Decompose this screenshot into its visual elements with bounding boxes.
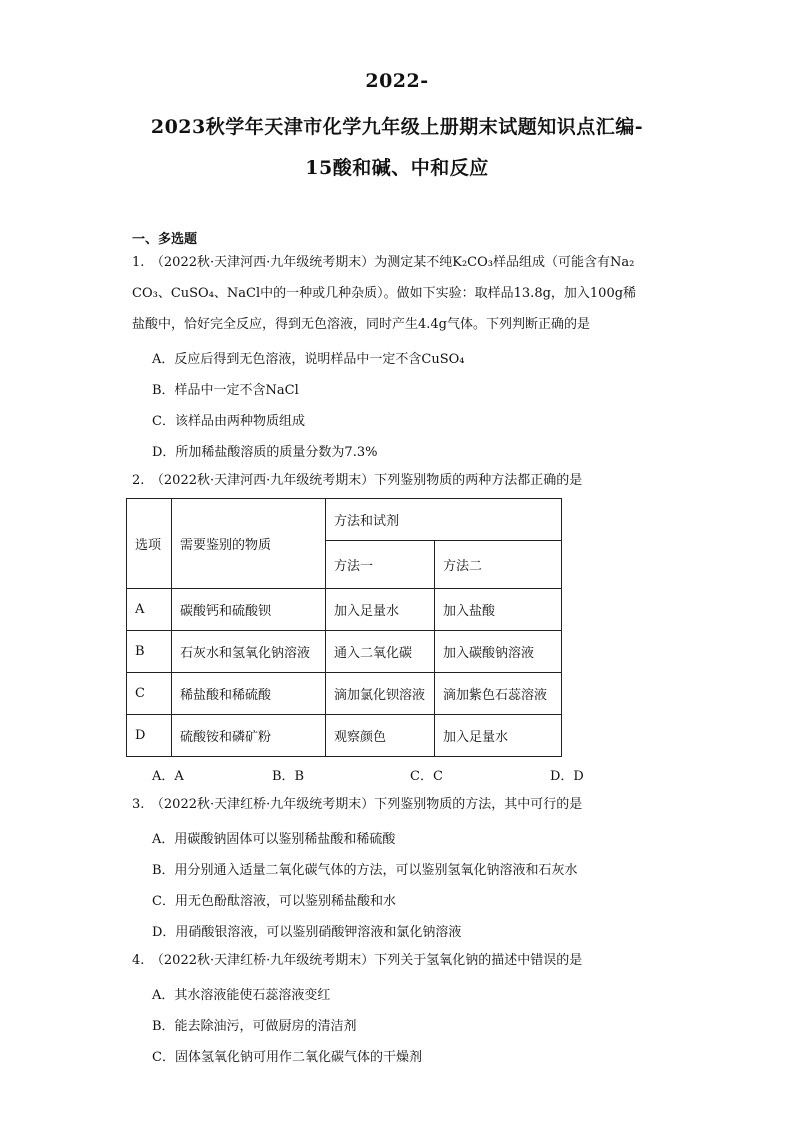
q4-option-b: B．能去除油污，可做厨房的清洁剂 xyxy=(152,1019,357,1034)
table-cell: 加入足量水 xyxy=(435,715,562,757)
q1-option-b: B．样品中一定不含NaCl xyxy=(152,383,299,398)
q1-option-c: C．该样品由两种物质组成 xyxy=(152,414,305,429)
table-header-method-2: 方法二 xyxy=(435,541,562,589)
q4-stem: 4. （2022秋·天津红桥·九年级统考期末）下列关于氢氧化钠的描述中错误的是 xyxy=(132,953,583,968)
q4-option-a: A．其水溶液能使石蕊溶液变红 xyxy=(152,988,331,1003)
q1-stem-line-1: 1. （2022秋·天津河西·九年级统考期末）为测定某不纯K₂CO₃样品组成（可能含有Na₂ xyxy=(132,255,635,270)
table-cell: 观察颜色 xyxy=(326,715,435,757)
table-cell: 碳酸钙和硫酸钡 xyxy=(172,589,326,631)
q2-comparison-table xyxy=(126,498,562,757)
q2-answer-a: A．A xyxy=(152,769,184,784)
table-cell: B xyxy=(127,631,172,673)
q2-stem: 2. （2022秋·天津河西·九年级统考期末）下列鉴别物质的两种方法都正确的是 xyxy=(132,473,583,488)
section-heading: 一、多选题 xyxy=(132,232,198,247)
table-cell: 通入二氧化碳 xyxy=(326,631,435,673)
table-cell: 加入碳酸钠溶液 xyxy=(435,631,562,673)
table-cell: 滴加紫色石蕊溶液 xyxy=(435,673,562,715)
q1-option-a: A．反应后得到无色溶液，说明样品中一定不含CuSO₄ xyxy=(152,352,465,367)
table-header-option: 选项 xyxy=(127,499,172,589)
table-header-method: 方法和试剂 xyxy=(326,499,562,541)
table-cell: 加入足量水 xyxy=(326,589,435,631)
table-cell: 硫酸铵和磷矿粉 xyxy=(172,715,326,757)
q2-answer-c: C．C xyxy=(410,769,443,784)
q2-answer-b: B．B xyxy=(272,769,305,784)
table-row xyxy=(127,673,562,715)
q3-option-d: D．用硝酸银溶液，可以鉴别硝酸钾溶液和氯化钠溶液 xyxy=(152,925,462,940)
table-cell: 稀盐酸和稀硫酸 xyxy=(172,673,326,715)
q4-option-c: C．固体氢氧化钠可用作二氧化碳气体的干燥剂 xyxy=(152,1050,422,1065)
table-cell: 石灰水和氢氧化钠溶液 xyxy=(172,631,326,673)
q1-stem-line-2: CO₃、CuSO₄、NaCl中的一种或几种杂质）。做如下实验：取样品13.8g，加入100g稀 xyxy=(132,286,637,301)
q3-option-b: B．用分别通入适量二氧化碳气体的方法，可以鉴别氢氧化钠溶液和石灰水 xyxy=(152,863,578,878)
table-cell: A xyxy=(127,589,172,631)
q1-option-d: D．所加稀盐酸溶质的质量分数为7.3% xyxy=(152,445,378,460)
table-header-substance: 需要鉴别的物质 xyxy=(172,499,326,589)
table-cell: C xyxy=(127,673,172,715)
title-line-2: 2023秋学年天津市化学九年级上册期末试题知识点汇编- xyxy=(150,116,644,138)
title-line-3: 15酸和碱、中和反应 xyxy=(305,157,489,179)
table-cell: 滴加氯化钡溶液 xyxy=(326,673,435,715)
table-header-method-1: 方法一 xyxy=(326,541,435,589)
q2-answer-d: D．D xyxy=(550,769,584,784)
title-line-1: 2022- xyxy=(365,70,429,92)
q3-stem: 3. （2022秋·天津红桥·九年级统考期末）下列鉴别物质的方法，其中可行的是 xyxy=(132,797,583,812)
q1-stem-line-3: 盐酸中，恰好完全反应，得到无色溶液，同时产生4.4g气体。下列判断正确的是 xyxy=(132,317,590,332)
table-row xyxy=(127,631,562,673)
q3-option-c: C．用无色酚酞溶液，可以鉴别稀盐酸和水 xyxy=(152,894,396,909)
table-cell: D xyxy=(127,715,172,757)
table-row xyxy=(127,589,562,631)
table-row xyxy=(127,715,562,757)
q3-option-a: A．用碳酸钠固体可以鉴别稀盐酸和稀硫酸 xyxy=(152,832,396,847)
table-cell: 加入盐酸 xyxy=(435,589,562,631)
